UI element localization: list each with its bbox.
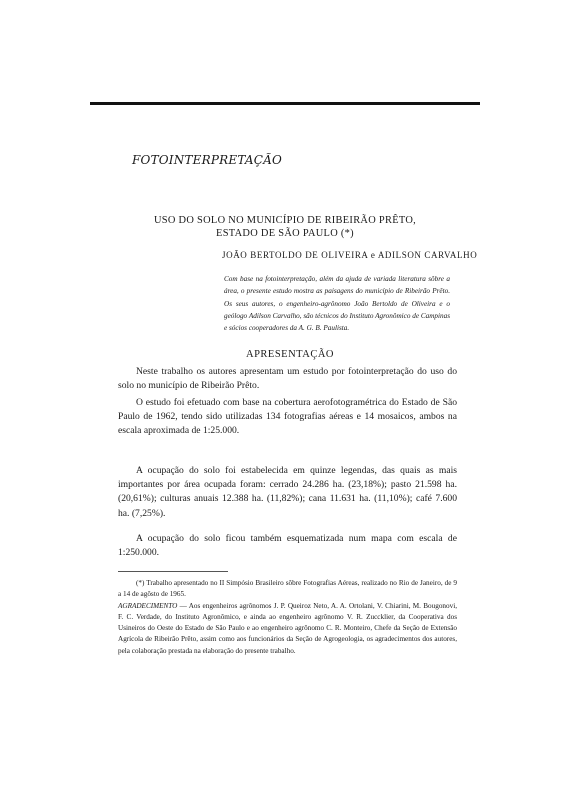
abstract: Com base na fotointerpretação, além da ajuda de variada literatura sôbre a área, o presente estudo mostra as paisagens do município de Ribeirão Prêto. Os seus autores, o engenheiro-agrônomo João Bertoldo de Oliveira e o geólogo Adilson Carvalho, são técnicos do Instituto Agronômico de Campinas e sócios cooperadores da A. G. B. Paulista. (224, 275, 450, 333)
section-heading: APRESENTAÇÃO (245, 349, 334, 360)
footnote-2 (118, 601, 457, 657)
paragraph-text: O estudo foi efetuado com base na cobertura aerofotogramétrica do Estado de São Paulo de 1962, tendo sido utilizadas 134 fotografias aéreas e 14 mosaicos, ambos na escala aproximada de 1:25.000. (118, 397, 457, 437)
footnote-rule (118, 571, 228, 572)
authors: JOÃO BERTOLDO DE OLIVEIRA e ADILSON CARVALHO (222, 250, 478, 260)
paragraph-2 (118, 396, 457, 439)
paragraph-text: A ocupação do solo ficou também esquematizada num mapa com escala de 1:250.000. (118, 533, 457, 559)
footnotes (118, 578, 457, 657)
title-line-2: ESTADO DE SÃO PAULO (*) (216, 228, 354, 239)
footnote-1: (*) Trabalho apresentado no II Simpósio Brasileiro sôbre Fotografias Aéreas, realizado no Rio de Janeiro, de 9 a 14 de agôsto de 1965. (118, 579, 457, 599)
paragraph-text: Neste trabalho os autores apresentam um estudo por fotointerpretação do uso do solo no município de Ribeirão Prêto. (118, 366, 457, 392)
footnote-2-text: — Aos engenheiros agrônomos J. P. Queiroz Neto, A. A. Ortolani, V. Chiarini, M. Bougonovi, F. C. Verdade, do Instituto Agronômico, e ainda ao engenheiro agrônomo V. R. Zuccklier, da Cooperativa dos Usineiros do Oeste do Estado de São Paulo e ao engenheiro agrônomo C. R. Monteiro, Chefe da Seção de Extensão Agrícola de Ribeirão Prêto, assim como aos funcionários da Seção de Agrogeologia, os agradecimentos dos autores, pela colaboração prestada na elaboração do presente trabalho. (118, 601, 457, 655)
paragraph-text: A ocupação do solo foi estabelecida em quinze legendas, das quais as mais importantes por área ocupada foram: cerrado 24.286 ha. (23,18%); pasto 21.598 ha. (20,61%); culturas anuais 12.388 ha. (11,82%); cana 11.631 ha. (11,10%); café 7.600 ha. (7,25%). (118, 465, 457, 519)
article-title (120, 214, 450, 240)
paragraph-1 (118, 365, 457, 393)
header-rule (90, 102, 480, 105)
title-line-1: USO DO SOLO NO MUNICÍPIO DE RIBEIRÃO PRÊTO, (153, 215, 417, 226)
section-label: FOTOINTERPRETAÇÃO (132, 153, 283, 167)
footnote-2-label: AGRADECIMENTO (118, 601, 178, 610)
paragraph-3 (118, 464, 457, 521)
paragraph-4 (118, 532, 457, 560)
